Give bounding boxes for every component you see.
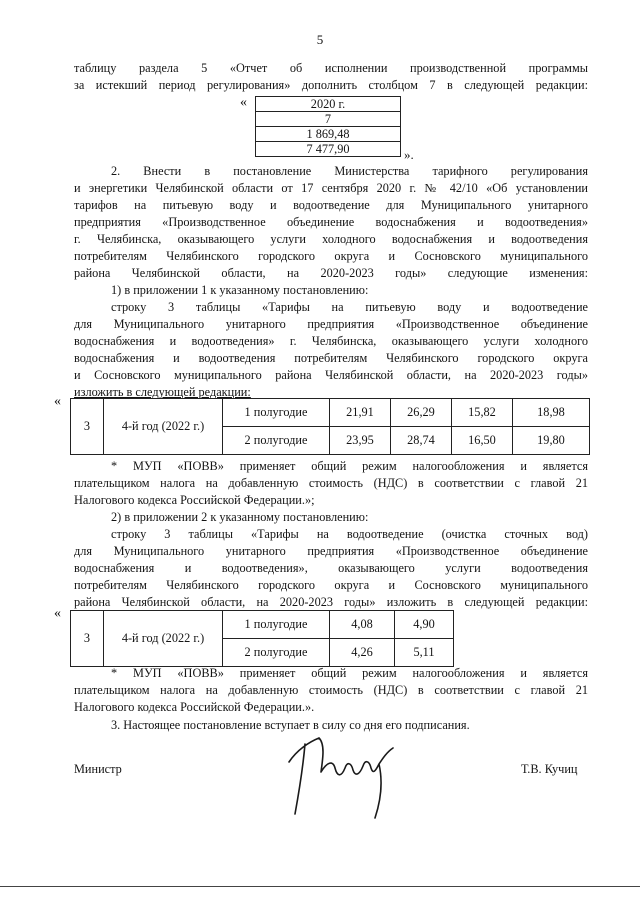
paragraph-line: строку 3 таблицы «Тарифы на водоотведение (очистка сточных вод) (111, 527, 588, 541)
paragraph-line: строку 3 таблицы «Тарифы на питьевую воду и водоотведение (111, 300, 588, 314)
table-cell: 19,80 (513, 427, 590, 455)
paragraph-line: для Муниципального унитарного предприятия «Производственное объединение (74, 544, 588, 558)
handwritten-signature (275, 722, 415, 822)
table-cell: 4,90 (395, 611, 454, 639)
paragraph-line: предприятия «Производственное объединение водоснабжения и водоотведения» (74, 215, 588, 229)
table-cell: 21,91 (330, 399, 391, 427)
table-cell: 7 477,90 (256, 142, 401, 157)
paragraph-line: потребителям Челябинского городского округа и Сосновского муниципального (74, 578, 588, 592)
table-row (256, 142, 401, 157)
paragraph-line: для Муниципального унитарного предприятия «Производственное объединение (74, 317, 588, 331)
table-cell: 1 869,48 (256, 127, 401, 142)
note-line: Налогового кодекса Российской Федерации.»; (74, 493, 315, 507)
table-cell: 3 (71, 611, 104, 667)
open-quote: « (54, 394, 61, 409)
table-cell: 4-й год (2022 г.) (104, 611, 223, 667)
paragraph-line: района Челябинской области, на 2020-2023 годы» изложить в следующей редакции: (74, 595, 588, 609)
paragraph-line: потребителям Челябинского городского округа и Сосновского муниципального (74, 249, 588, 263)
table-tariffs-wastewater (70, 610, 454, 667)
table-cell: 2020 г. (256, 97, 401, 112)
table-cell: 18,98 (513, 399, 590, 427)
table-row (256, 112, 401, 127)
table-cell: 4,26 (330, 639, 395, 667)
paragraph-line: за истекший период регулирования» дополнить столбцом 7 в следующей редакции: (74, 78, 588, 92)
table-2020 (255, 96, 401, 157)
table-cell: 26,29 (391, 399, 452, 427)
page-number: 5 (316, 32, 324, 47)
table-cell: 16,50 (452, 427, 513, 455)
note-line: * МУП «ПОВВ» применяет общий режим налогообложения и является (111, 666, 588, 680)
table-cell: 7 (256, 112, 401, 127)
table-cell: 4,08 (330, 611, 395, 639)
table-cell: 3 (71, 399, 104, 455)
paragraph-line: водоснабжения и водоотведения», оказывающего услуги водоотведения (74, 561, 588, 575)
table-row (71, 399, 590, 427)
table-cell: 1 полугодие (223, 611, 330, 639)
table-cell: 4-й год (2022 г.) (104, 399, 223, 455)
note-line: Налогового кодекса Российской Федерации.». (74, 700, 315, 714)
table-row (256, 97, 401, 112)
paragraph-line: 1) в приложении 1 к указанному постановлению: (111, 283, 369, 297)
signatory-title: Министр (74, 762, 122, 776)
paragraph-line: тарифов на питьевую воду и водоотведение для Муниципального унитарного (74, 198, 588, 212)
table-cell: 2 полугодие (223, 639, 330, 667)
underlined-text: изложить в следующей редакции: (74, 385, 251, 399)
note-line: плательщиком налога на добавленную стоимость (НДС) в соответствии с главой 21 (74, 476, 588, 490)
paragraph-line: района Челябинской области, на 2020-2023 годы» следующие изменения: (74, 266, 588, 280)
paragraph-line: водоснабжения и водоотведения» г. Челябинска, оказывающего услуги холодного (74, 334, 588, 348)
paragraph-line: г. Челябинска, оказывающего услуги холодного водоснабжения и водоотведения (74, 232, 588, 246)
paragraph-line: таблицу раздела 5 «Отчет об исполнении производственной программы (74, 61, 588, 75)
signatory-name: Т.В. Кучиц (521, 762, 578, 776)
paragraph-line: 3. Настоящее постановление вступает в силу со дня его подписания. (111, 718, 470, 732)
table-row (71, 611, 454, 639)
table-cell: 2 полугодие (223, 427, 330, 455)
paragraph-line: и энергетики Челябинской области от 17 сентября 2020 г. № 42/10 «Об установлении (74, 181, 588, 195)
close-quote: ». (404, 147, 414, 162)
paragraph-line: и Сосновского муниципального района Челябинской области, на 2020-2023 годы» (74, 368, 588, 382)
paragraph-line: 2) в приложении 2 к указанному постановлению: (111, 510, 369, 524)
table-cell: 28,74 (391, 427, 452, 455)
note-line: плательщиком налога на добавленную стоимость (НДС) в соответствии с главой 21 (74, 683, 588, 697)
open-quote: « (240, 95, 247, 110)
table-cell: 5,11 (395, 639, 454, 667)
paragraph-line: 2. Внести в постановление Министерства тарифного регулирования (111, 164, 588, 178)
table-tariffs-water (70, 398, 590, 455)
table-cell: 1 полугодие (223, 399, 330, 427)
paragraph-line: водоснабжения и водоотведения потребителям Челябинского городского округа (74, 351, 588, 365)
table-row (256, 127, 401, 142)
table-cell: 23,95 (330, 427, 391, 455)
table-cell: 15,82 (452, 399, 513, 427)
open-quote: « (54, 606, 61, 621)
page-bottom-rule (0, 886, 640, 887)
note-line: * МУП «ПОВВ» применяет общий режим налогообложения и является (111, 459, 588, 473)
